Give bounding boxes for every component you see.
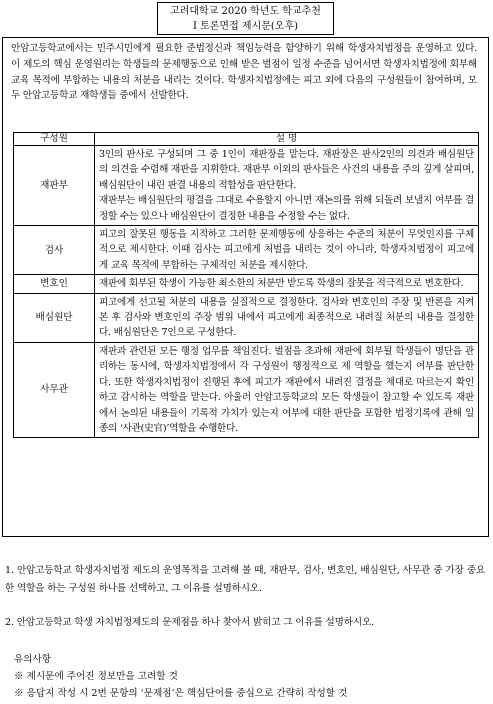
title-box xyxy=(157,2,334,35)
role-jury-description: 피고에게 선고될 처분의 내용을 실질적으로 결정한다. 검사와 변호인의 주장 및 반론을 지켜본 후 검사와 변호인의 주장 범위 내에서 피고에게 최종적으로 내려질 처분의 내용을 결정한다. 배심원단은 7인으로 구성한다. xyxy=(95,293,479,342)
role-jury: 배심원단 xyxy=(14,293,95,342)
description-paragraph: 3인의 판사로 구성되며 그 중 1인이 재판장을 맡는다. 재판장은 판사2인의 의견과 배심원단의 의견을 수렴해 재판을 지휘한다. 재판부 이외의 판사들은 사건의 내용을 주의 깊게 살피며, 배심원단이 내린 판결 내용의 적합성을 판단한다. xyxy=(99,149,474,191)
notes-title: 유의사항 xyxy=(14,654,52,665)
header-role: 구성원 xyxy=(14,133,95,146)
question-1: 1. 안암고등학교 학생자치법정 제도의 운영목적을 고려해 볼 때, 재판부, 검사, 변호인, 배심원단, 사무관 중 가장 중요한 역할을 하는 구성원 하나를 선택하고, 그 이유를 설명하시오. xyxy=(5,565,485,594)
role-prosecutor: 검사 xyxy=(14,226,95,275)
role-clerk: 사무관 xyxy=(14,342,95,437)
table-row xyxy=(14,275,479,293)
table-row xyxy=(14,342,479,437)
question-2: 2. 안암고등학교 학생 자치법정제도의 문제점을 하나 찾아서 밝히고 그 이유를 설명하시오. xyxy=(5,617,374,628)
role-clerk-description: 재판과 관련된 모든 행정 업무를 책임진다. 벌점을 초과해 재판에 회부될 학생들이 명단을 관리하는 동시에, 학생자치법정에서 각 구성원이 행정적으로 제 역할을 했는지 여부를 판단한다. 또한 학생자치법정이 진행된 후에 피고가 재판에서 내려진 결정을 제대로 따르는지 확인하고 감시하는 역할을 맡는다. 아울러 안암고등학교의 모든 학생들이 참고할 수 있도록 재판에서 논의된 내용들이 기록적 가치가 있는지 여부에 대한 판단을 포함한 법정기록에 관해 일종의 ‘사관(史官)’역할을 수행한다. xyxy=(95,342,479,437)
role-judges-description xyxy=(95,146,479,226)
note-item: ※ 제시문에 주어진 정보만을 고려할 것 xyxy=(14,671,178,682)
notes-section xyxy=(14,651,484,702)
table-row xyxy=(14,226,479,275)
title-line-1: 고려대학교 2020 학년도 학교추천 xyxy=(170,6,321,17)
note-item: ※ 응답지 작성 시 2번 문항의 ‘문제점’은 핵심단어를 중심으로 간략히 작성할 것 xyxy=(14,688,348,699)
table-row xyxy=(14,293,479,342)
table-row xyxy=(14,146,479,226)
table-header-row xyxy=(14,133,479,146)
roles-table xyxy=(13,132,479,438)
role-defense-description: 재판에 회부된 학생이 가능한 최소한의 처분만 받도록 학생의 잘못을 적극적으로 변호한다. xyxy=(95,275,479,293)
role-defense: 변호인 xyxy=(14,275,95,293)
role-prosecutor-description: 피고의 잘못된 행동을 지적하고 그러한 문제행동에 상응하는 수준의 처분이 무엇인지를 구체적으로 제시한다. 이때 검사는 피고에게 처벌을 내리는 것이 아니라, 학생자치법정이 피고에게 교육 목적에 부합하는 구체적인 처분을 제시한다. xyxy=(95,226,479,275)
role-judges: 재판부 xyxy=(14,146,95,226)
title-line-2: Ⅰ 토론면접 제시문(오후) xyxy=(192,21,299,32)
header-description: 설 명 xyxy=(95,133,479,146)
intro-paragraph: 안암고등학교에서는 민주시민에게 필요한 준법정신과 책임능력을 함양하기 위해 학생자치법정을 운영하고 있다. 이 제도의 핵심 운영원리는 학생들의 문제행동으로 인해 받은 벌점이 일정 수준을 넘어서면 학생자치법정에 회부해 교육 목적에 부합하는 내용의 처분을 내리는 것이다. 학생자치법정에는 피고 외에 다음의 구성원들이 참여하며, 모두 안암고등학교 재학생들 중에서 선발한다. xyxy=(11,43,477,102)
description-paragraph: 재판부는 배심원단의 평결을 그대로 수용할지 아니면 재논의를 위해 되돌려 보낼지 여부를 결정할 수는 있으나 배심원단이 결정한 내용을 수정할 수는 없다. xyxy=(99,195,474,222)
